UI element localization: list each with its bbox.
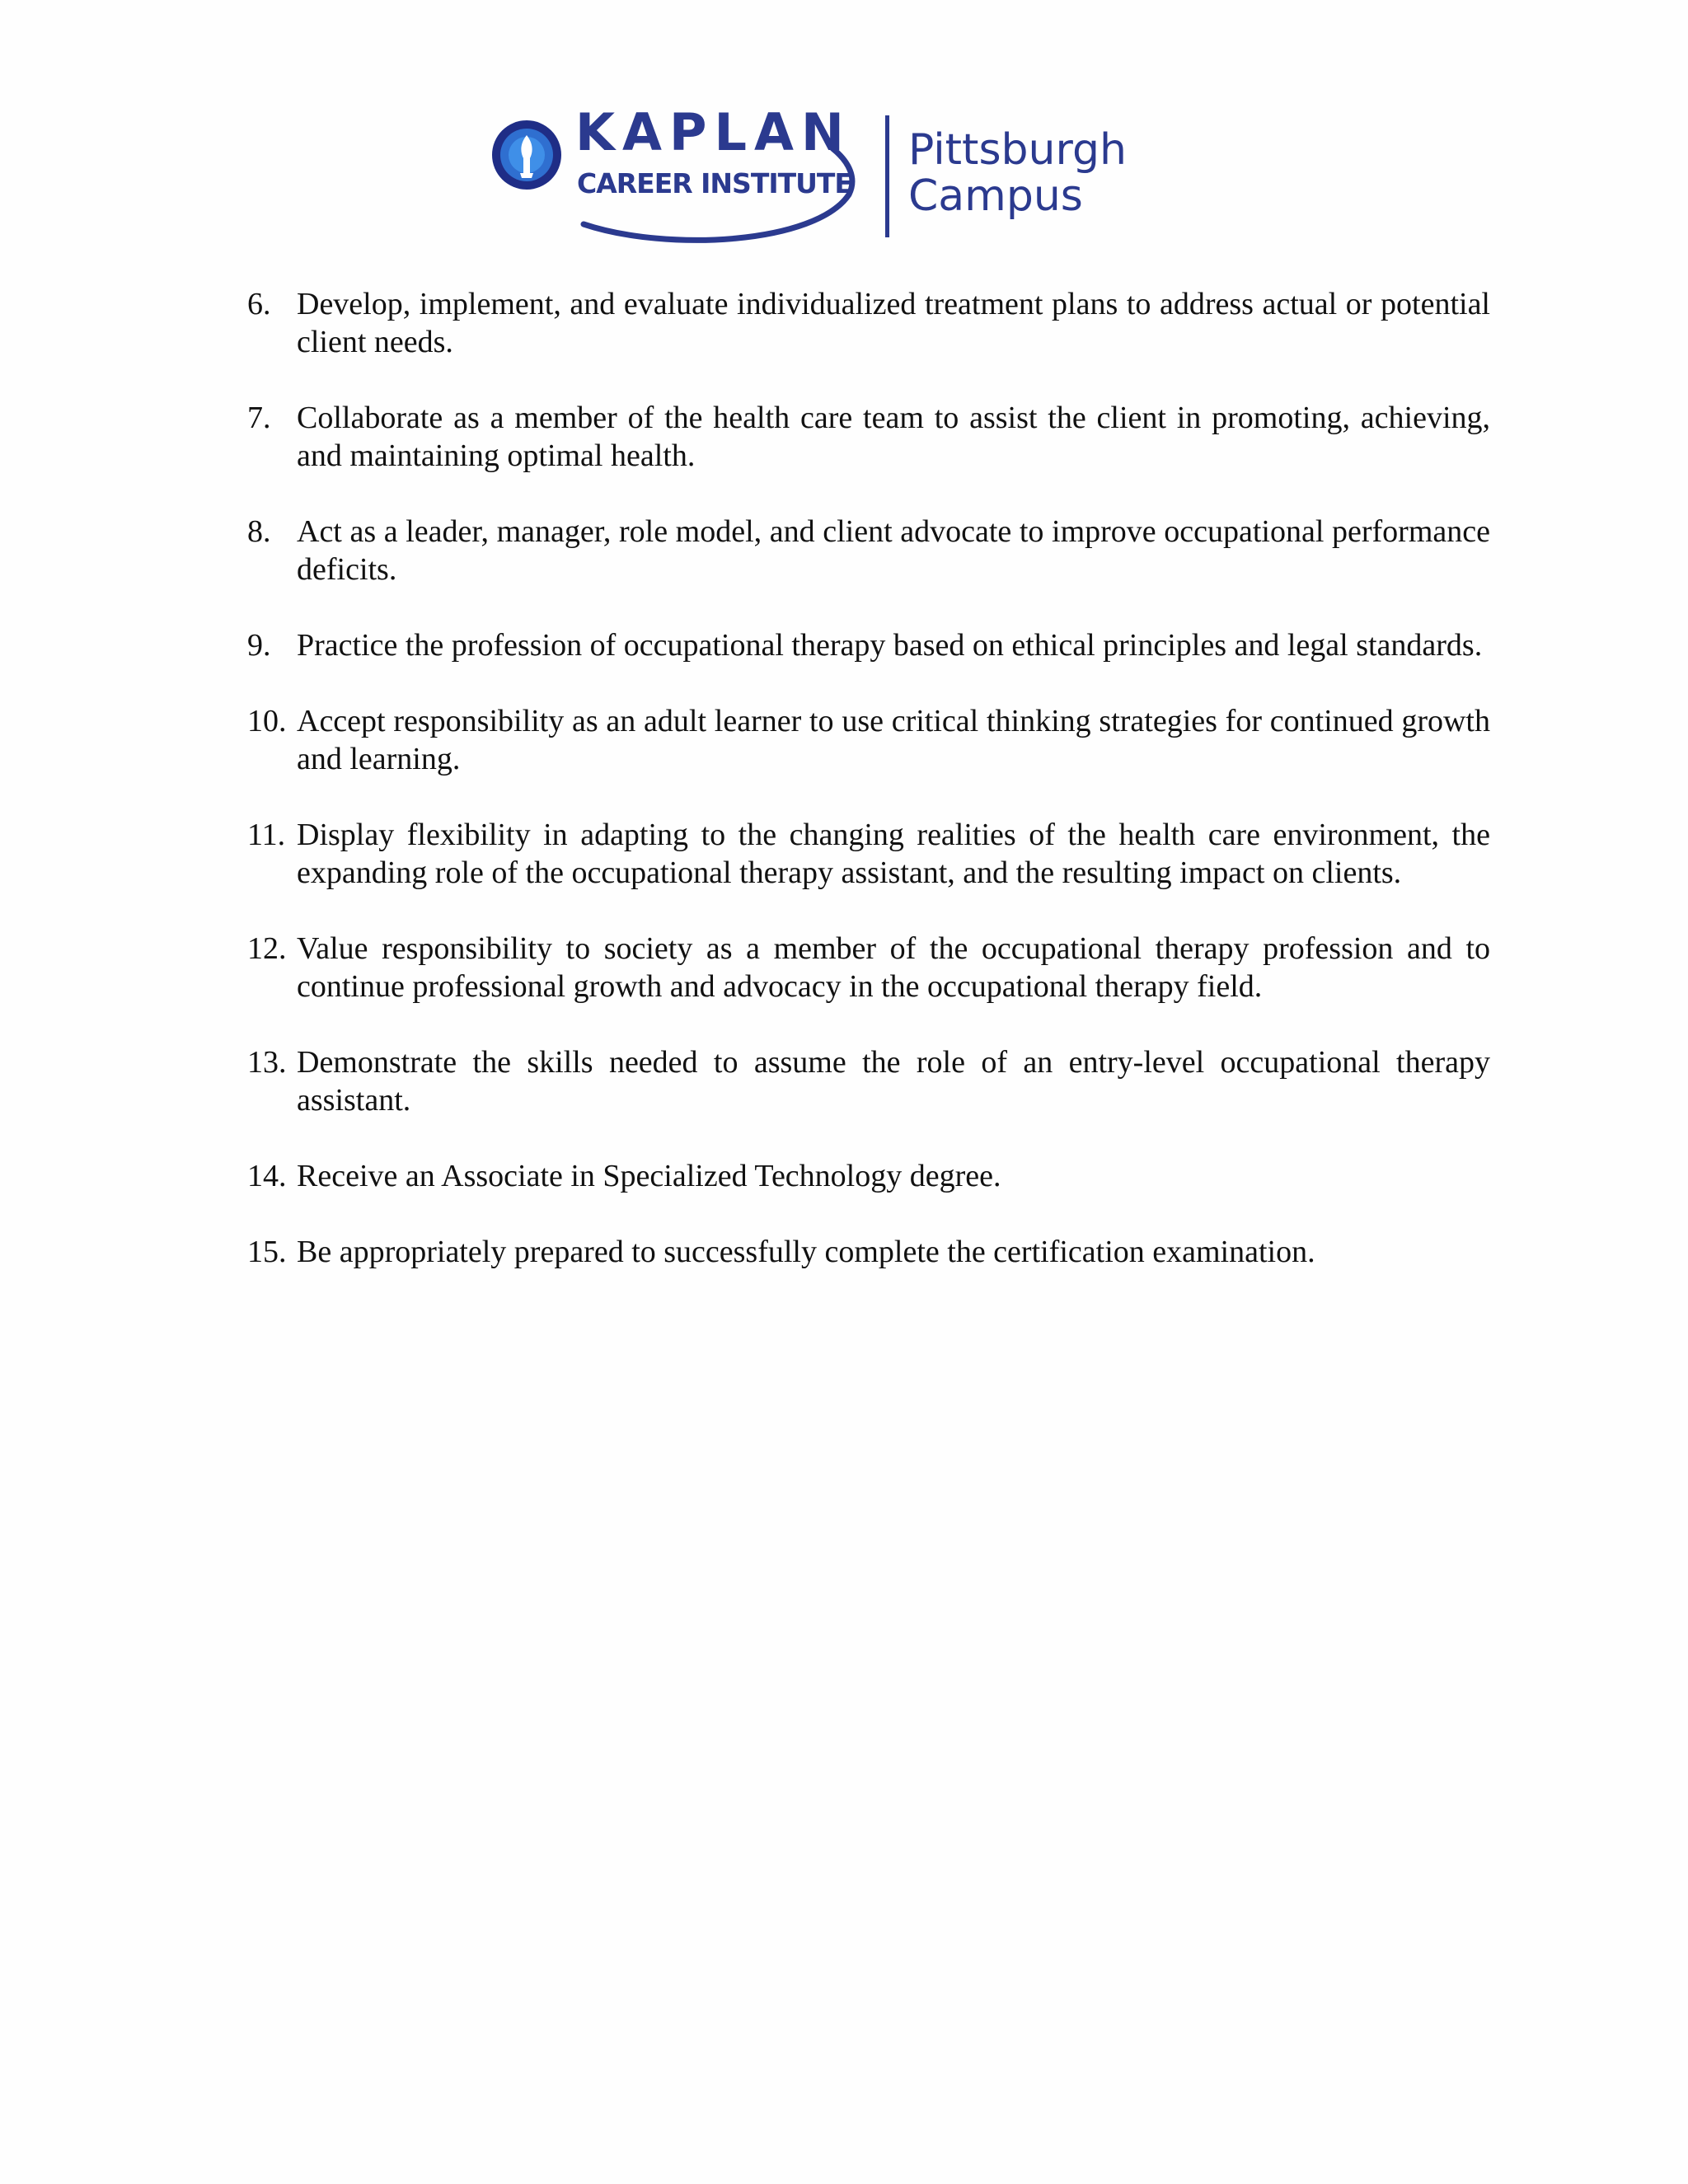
list-item: [247, 816, 1490, 892]
item-number: 9.: [247, 628, 271, 663]
item-number: 8.: [247, 514, 271, 549]
list-item: [247, 1043, 1490, 1119]
list-item: [247, 399, 1490, 475]
item-number: 15.: [247, 1235, 287, 1269]
item-number: 11.: [247, 818, 286, 852]
item-number: 7.: [247, 401, 271, 435]
list-item: [247, 513, 1490, 588]
kaplan-emblem-icon: [490, 119, 563, 191]
item-text: Demonstrate the skills needed to assume the role of an entry-level occupational therapy assistant.: [297, 1045, 1490, 1118]
item-number: 6.: [247, 287, 271, 321]
item-number: 10.: [247, 704, 287, 738]
logo-campus-text: [908, 125, 1127, 222]
item-text: Practice the profession of occupational therapy based on ethical principles and legal standards.: [297, 628, 1483, 663]
item-text: Be appropriately prepared to successfully complete the certification examination.: [297, 1235, 1315, 1269]
logo-campus-line1: Pittsburgh: [908, 125, 1127, 175]
list-item: [247, 702, 1490, 778]
item-number: 14.: [247, 1159, 287, 1193]
item-text: Collaborate as a member of the health care team to assist the client in promoting, achieving, and maintaining optimal health.: [297, 401, 1490, 473]
logo-subtitle-text: CAREER INSTITUTE: [577, 167, 852, 199]
item-text: Develop, implement, and evaluate individualized treatment plans to address actual or potential client needs.: [297, 287, 1490, 359]
logo-brand-text: KAPLAN: [575, 102, 851, 162]
list-item: [247, 930, 1490, 1005]
list-item: [247, 626, 1490, 664]
item-text: Value responsibility to society as a member of the occupational therapy profession and to continue professional growth and advocacy in the occupational therapy field.: [297, 931, 1490, 1004]
item-text: Display flexibility in adapting to the changing realities of the health care environment, the expanding role of the occupational therapy assistant, and the resulting impact on clients.: [297, 818, 1490, 890]
item-text: Accept responsibility as an adult learner to use critical thinking strategies for continued growth and learning.: [297, 704, 1490, 776]
logo-divider: [885, 115, 889, 237]
list-item: [247, 1157, 1490, 1195]
item-text: Receive an Associate in Specialized Technology degree.: [297, 1159, 1001, 1193]
item-number: 13.: [247, 1045, 287, 1080]
list-item: [247, 1233, 1490, 1271]
kaplan-pittsburgh-logo: [486, 102, 1129, 244]
list-item: [247, 285, 1490, 361]
program-outcomes-list: [247, 285, 1490, 1309]
item-text: Act as a leader, manager, role model, and client advocate to improve occupational performance deficits.: [297, 514, 1490, 587]
item-number: 12.: [247, 931, 287, 966]
logo-campus-line2: Campus: [908, 171, 1083, 222]
